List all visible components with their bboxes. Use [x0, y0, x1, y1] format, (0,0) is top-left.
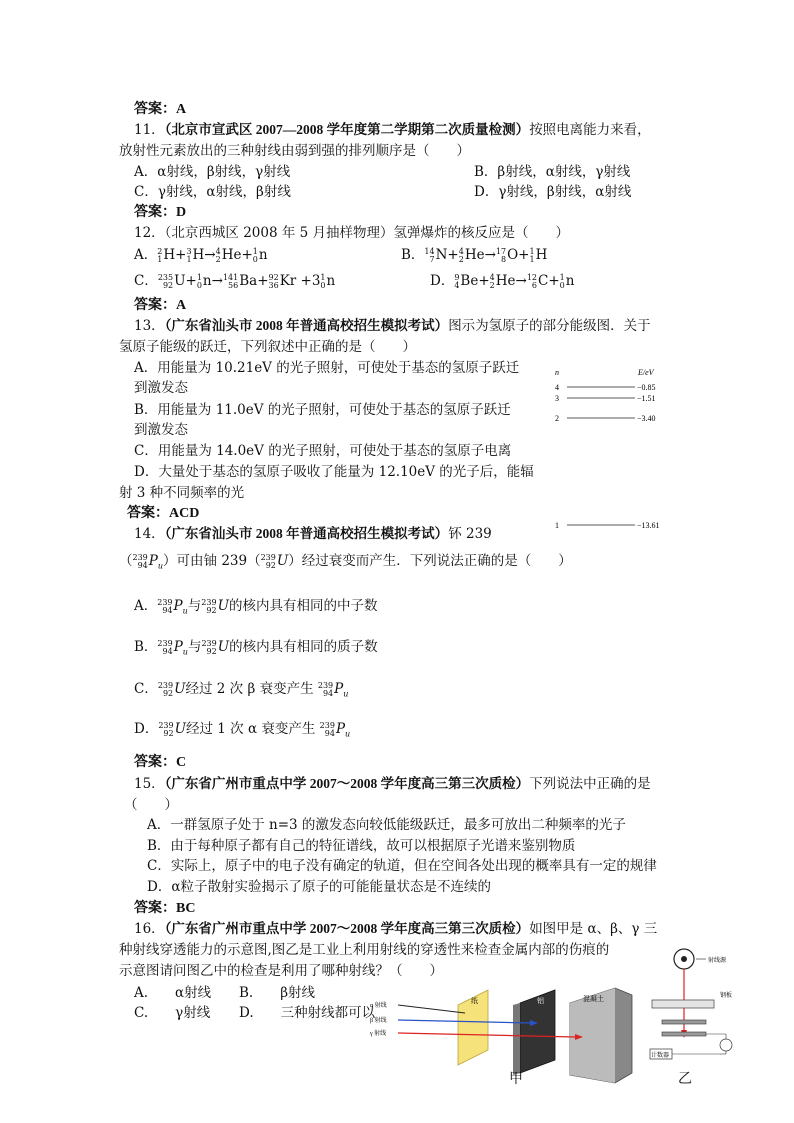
option-12-a: A． 2 1 H+ 3 1 H→ 4 2 He+ 1 0 n: [134, 246, 268, 264]
svg-text:β 射线: β 射线: [370, 1018, 387, 1024]
option-14-a: A． 239 94 $P_u$与 239 92 U的核内具有相同的中子数: [134, 597, 378, 616]
svg-text:计数器: 计数器: [651, 1053, 670, 1059]
question-15-line1: 15．（广东省广州市重点中学 2007～2008 学年度高三第三次质检）下列说法中正确的是: [134, 776, 651, 792]
figure-jia-caption: 甲: [509, 1071, 523, 1087]
answer-14: 答案：C: [134, 755, 187, 770]
level-n-label: n: [555, 368, 559, 377]
option-11-d: D．γ射线，β射线，α射线: [474, 184, 632, 200]
svg-text:1: 1: [555, 521, 559, 530]
svg-text:纸: 纸: [471, 997, 478, 1005]
question-12: 12．（北京西城区 2008 年 5 月抽样物理）氢弹爆炸的核反应是（ ）: [134, 225, 570, 241]
option-13-c: C．用能量为 14.0eV 的光子照射，可使处于基态的氢原子电离: [134, 443, 512, 459]
svg-text:−3.40: −3.40: [637, 414, 656, 423]
answer-10: 答案：A: [134, 102, 187, 117]
alpha-ray: [370, 1001, 465, 1013]
svg-text:γ 射线: γ 射线: [370, 1031, 387, 1037]
option-11-a: A．α射线，β射线，γ射线: [134, 164, 291, 180]
svg-text:−0.85: −0.85: [637, 383, 656, 392]
question-16-line3: 示意图请问图乙中的检查是利用了哪种射线？（ ）: [119, 963, 443, 979]
option-12-b: B． 14 7 N+ 4 2 He→ 17 8 O+ 1 1 H: [401, 246, 548, 264]
option-11-b: B．β射线，α射线，γ射线: [474, 164, 631, 180]
question-14-line2: （ 239 94 $P_u$）可由铀 239（ 239 92 U）经过衰变而产生．下列说法正确的是（ ）: [119, 552, 572, 571]
svg-text:α 射线: α 射线: [370, 1003, 387, 1009]
answer-12: 答案：A: [134, 298, 187, 313]
question-11-line2: 放射性元素放出的三种射线由弱到强的排列顺序是（ ）: [119, 143, 470, 159]
answer-13: 答案：ACD: [127, 506, 200, 521]
svg-text:混凝土: 混凝土: [583, 995, 604, 1003]
answer-15: 答案：BC: [134, 901, 196, 916]
level-1: [555, 521, 660, 530]
beta-ray: [370, 1016, 538, 1026]
svg-text:2: 2: [555, 414, 559, 423]
option-14-d: D． 239 92 U经过 1 次 α 衰变产生 239 94 $P_u$: [134, 720, 351, 739]
figure-yi: [640, 945, 750, 1080]
concrete-block: [570, 988, 632, 1083]
svg-text:射线源: 射线源: [708, 958, 727, 964]
option-14-c: C． 239 92 U经过 2 次 β 衰变产生 239 94 $P_u$: [134, 680, 349, 699]
svg-text:−1.51: −1.51: [637, 394, 656, 403]
question-11-line1: 11．（北京市宣武区 2007—2008 学年度第二学期第二次质量检测）按照电离能力来看，: [134, 122, 651, 138]
option-16-c: C. γ射线: [134, 1005, 211, 1021]
option-12-d: D． 9 4 Be+ 4 2 He→ 12 6 C+ 1 0 n: [430, 272, 575, 290]
energy-level-diagram: [550, 365, 680, 537]
option-13-a1: A．用能量为 10.21eV 的光子照射，可使处于基态的氢原子跃迁: [134, 360, 520, 376]
option-15-a: A．一群氢原子处于 n=3 的激发态向较低能级跃迁，最多可放出二种频率的光子: [147, 817, 626, 833]
paper-sheet: [458, 990, 488, 1065]
question-15-line2: （ ）: [124, 797, 178, 813]
ray-source: [674, 949, 727, 969]
option-15-b: B．由于每种原子都有自己的特征谱线，故可以根据原子光谱来鉴别物质: [147, 838, 576, 854]
question-16-line2: 种射线穿透能力的示意图,图乙是工业上利用射线的穿透性来检查金属内部的伤痕的: [119, 942, 610, 958]
svg-text:4: 4: [555, 383, 559, 392]
level-e-label: E/eV: [638, 368, 654, 377]
svg-text:−13.61: −13.61: [637, 521, 660, 530]
option-16-b: B. β射线: [239, 985, 316, 1001]
svg-text:钢板: 钢板: [720, 993, 733, 999]
question-14-line1: 14．（广东省汕头市 2008 年普通高校招生模拟考试）钚 239: [134, 526, 492, 542]
level-2: [555, 414, 656, 423]
option-15-d: D．α粒子散射实验揭示了原子的可能能量状态是不连续的: [147, 879, 491, 895]
option-13-d2: 射 3 种不同频率的光: [119, 485, 245, 501]
option-13-d1: D．大量处于基态的氢原子吸收了能量为 12.10eV 的光子后，能辐: [134, 464, 534, 480]
svg-text:3: 3: [555, 394, 559, 403]
steel-plate: [652, 991, 732, 1008]
question-13-line2: 氢原子能级的跃迁，下列叙述中正确的是（ ）: [119, 339, 416, 355]
option-13-b2: 到激发态: [134, 422, 188, 438]
question-16-line1: 16．（广东省广州市重点中学 2007～2008 学年度高三第三次质检）如图甲是 α、β、γ 三: [134, 921, 658, 937]
option-12-c: C． 235 92 U+ 1 0 n→ 141 56 Ba+ 92 36 Kr +3 1 0 n: [134, 272, 336, 290]
option-13-b1: B．用能量为 11.0eV 的光子照射，可使处于基态的氢原子跃迁: [134, 402, 511, 418]
option-13-a2: 到激发态: [134, 380, 188, 396]
option-11-c: C．γ射线，α射线，β射线: [134, 184, 291, 200]
level-3: [555, 394, 656, 403]
svg-text:铝: 铝: [537, 997, 544, 1005]
option-16-d: D. 三种射线都可以: [239, 1005, 376, 1021]
figure-yi-caption: 乙: [678, 1071, 692, 1087]
option-14-b: B． 239 94 $P_u$与 239 92 U的核内具有相同的质子数: [134, 638, 378, 657]
aluminum-plate: [513, 990, 555, 1075]
figure-jia: [370, 985, 640, 1085]
option-16-a: A. α射线: [134, 985, 212, 1001]
question-13-line1: 13．（广东省汕头市 2008 年普通高校招生模拟考试）图示为氢原子的部分能级图．关于: [134, 318, 651, 334]
answer-11: 答案：D: [134, 205, 187, 220]
counter-circuit: [650, 1034, 732, 1059]
option-15-c: C．实际上，原子中的电子没有确定的轨道，但在空间各处出现的概率具有一定的规律: [147, 858, 657, 874]
level-4: [555, 383, 656, 392]
